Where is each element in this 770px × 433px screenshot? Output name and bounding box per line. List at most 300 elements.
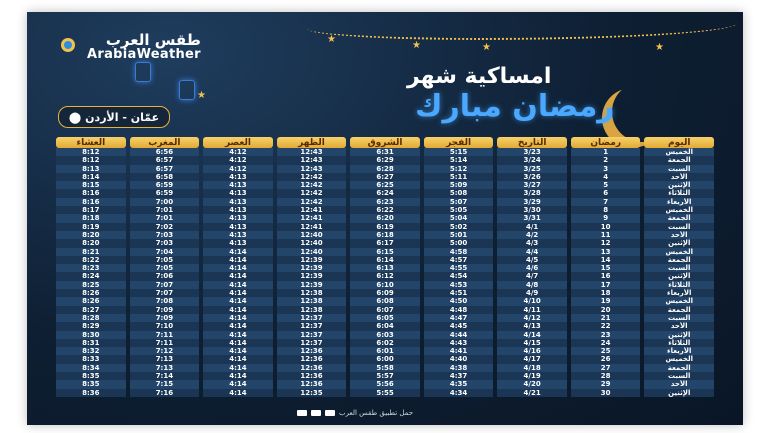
table-cell: 3/23	[497, 148, 567, 156]
table-cell: 7:15	[130, 380, 200, 388]
table-cell: 12:36	[277, 364, 347, 372]
table-cell: الثلاثاء	[644, 339, 714, 347]
table-cell: الجمعة	[644, 364, 714, 372]
lantern-icon	[179, 80, 195, 100]
table-cell: 6:19	[350, 223, 420, 231]
table-cell: 6:18	[350, 231, 420, 239]
table-row	[56, 165, 714, 173]
table-cell: 4/17	[497, 355, 567, 363]
lantern-icon	[135, 62, 151, 82]
table-cell: 15	[571, 264, 641, 272]
table-row	[56, 314, 714, 322]
table-cell: 8:24	[56, 272, 126, 280]
table-cell: 10	[571, 223, 641, 231]
table-cell: 12:41	[277, 214, 347, 222]
table-cell: 4:14	[203, 264, 273, 272]
table-cell: 20	[571, 306, 641, 314]
table-cell: 4/7	[497, 272, 567, 280]
table-cell: 4/6	[497, 264, 567, 272]
table-cell: 30	[571, 389, 641, 397]
table-cell: 4:14	[203, 355, 273, 363]
table-cell: 6:25	[350, 181, 420, 189]
table-cell: 6:02	[350, 339, 420, 347]
table-cell: الإثنين	[644, 239, 714, 247]
table-cell: 7:11	[130, 331, 200, 339]
table-cell: 12:43	[277, 148, 347, 156]
table-cell: 8:12	[56, 148, 126, 156]
table-cell: 12:42	[277, 198, 347, 206]
table-cell: 4/1	[497, 223, 567, 231]
table-cell: 12:39	[277, 256, 347, 264]
table-cell: 5:14	[424, 156, 494, 164]
poster	[27, 12, 743, 425]
table-cell: 8:35	[56, 372, 126, 380]
table-cell: 4:14	[203, 281, 273, 289]
table-cell: 12:37	[277, 339, 347, 347]
table-cell: 6:58	[130, 173, 200, 181]
table-cell: 6:24	[350, 189, 420, 197]
table-cell: 12:38	[277, 289, 347, 297]
table-cell: 4:37	[424, 372, 494, 380]
table-cell: الخميس	[644, 206, 714, 214]
table-cell: 4/12	[497, 314, 567, 322]
table-cell: 6:59	[130, 189, 200, 197]
table-row	[56, 256, 714, 264]
table-cell: 4/20	[497, 380, 567, 388]
table-cell: 4:13	[203, 239, 273, 247]
table-cell: 7:03	[130, 231, 200, 239]
table-cell: 9	[571, 214, 641, 222]
table-cell: 6:31	[350, 148, 420, 156]
table-row	[56, 181, 714, 189]
table-cell: 7:00	[130, 198, 200, 206]
table-cell: 8:20	[56, 231, 126, 239]
table-cell: 6:12	[350, 272, 420, 280]
table-cell: 4:12	[203, 165, 273, 173]
table-cell: 7:14	[130, 372, 200, 380]
table-cell: 6:00	[350, 355, 420, 363]
table-cell: 12	[571, 239, 641, 247]
table-header-row	[56, 137, 714, 148]
table-cell: 12:40	[277, 231, 347, 239]
table-cell: 5:15	[424, 148, 494, 156]
table-row	[56, 148, 714, 156]
table-cell: 5	[571, 181, 641, 189]
table-cell: 28	[571, 372, 641, 380]
table-cell: 8	[571, 206, 641, 214]
table-cell: 24	[571, 339, 641, 347]
table-cell: 5:00	[424, 239, 494, 247]
table-cell: 6:29	[350, 156, 420, 164]
table-cell: 4:50	[424, 297, 494, 305]
table-cell: 5:56	[350, 380, 420, 388]
table-cell: 12:39	[277, 264, 347, 272]
table-cell: 16	[571, 272, 641, 280]
brand-name-en: ArabiaWeather	[87, 47, 201, 62]
crescent-moon-icon	[612, 82, 672, 142]
table-cell: 13	[571, 248, 641, 256]
table-cell: 12:36	[277, 372, 347, 380]
table-cell: 4:13	[203, 198, 273, 206]
star-icon: ★	[197, 90, 206, 101]
table-cell: 12:37	[277, 322, 347, 330]
table-cell: 6:56	[130, 148, 200, 156]
table-cell: 8:22	[56, 256, 126, 264]
table-cell: 8:19	[56, 223, 126, 231]
table-cell: 8:34	[56, 364, 126, 372]
table-cell: 4:14	[203, 322, 273, 330]
table-row	[56, 173, 714, 181]
table-cell: 12:39	[277, 281, 347, 289]
table-cell: الجمعة	[644, 214, 714, 222]
table-cell: 7:12	[130, 347, 200, 355]
table-cell: 8:35	[56, 380, 126, 388]
table-cell: 6:09	[350, 289, 420, 297]
location-badge	[58, 106, 170, 128]
footer	[297, 409, 413, 417]
table-cell: 5:08	[424, 189, 494, 197]
column-header: الفجر	[424, 137, 494, 148]
table-cell: 5:01	[424, 231, 494, 239]
table-cell: الثلاثاء	[644, 281, 714, 289]
table-cell: 7:05	[130, 256, 200, 264]
table-row	[56, 372, 714, 380]
table-cell: الإثنين	[644, 389, 714, 397]
table-cell: 4:14	[203, 248, 273, 256]
table-cell: 7:07	[130, 281, 200, 289]
table-cell: 25	[571, 347, 641, 355]
table-cell: 3	[571, 165, 641, 173]
table-cell: 12:43	[277, 165, 347, 173]
table-cell: 29	[571, 380, 641, 388]
column-header: الظهر	[277, 137, 347, 148]
table-cell: 6:15	[350, 248, 420, 256]
table-cell: 12:40	[277, 248, 347, 256]
table-row	[56, 156, 714, 164]
table-cell: 6:28	[350, 165, 420, 173]
table-cell: 8:26	[56, 289, 126, 297]
table-cell: 12:42	[277, 189, 347, 197]
table-cell: 12:40	[277, 239, 347, 247]
table-cell: الجمعة	[644, 306, 714, 314]
table-row	[56, 355, 714, 363]
table-cell: 26	[571, 355, 641, 363]
table-cell: 8:29	[56, 322, 126, 330]
table-cell: 4/2	[497, 231, 567, 239]
table-cell: 3/26	[497, 173, 567, 181]
arabiaweather-logo-icon	[57, 34, 79, 56]
table-cell: 4:55	[424, 264, 494, 272]
table-row	[56, 281, 714, 289]
table-row	[56, 189, 714, 197]
table-cell: 12:35	[277, 389, 347, 397]
table-cell: 4/16	[497, 347, 567, 355]
table-cell: 7:11	[130, 339, 200, 347]
table-cell: 5:12	[424, 165, 494, 173]
table-cell: الأحد	[644, 380, 714, 388]
table-cell: 17	[571, 281, 641, 289]
table-cell: 3/28	[497, 189, 567, 197]
table-cell: 4:14	[203, 256, 273, 264]
table-cell: 8:16	[56, 189, 126, 197]
table-row	[56, 389, 714, 397]
google-play-icon[interactable]	[311, 410, 321, 416]
table-cell: 18	[571, 289, 641, 297]
table-cell: 6:23	[350, 198, 420, 206]
table-cell: 3/24	[497, 156, 567, 164]
table-cell: 6:14	[350, 256, 420, 264]
table-cell: 6:27	[350, 173, 420, 181]
table-cell: 6:20	[350, 214, 420, 222]
table-cell: 4:14	[203, 272, 273, 280]
table-cell: 19	[571, 297, 641, 305]
table-cell: 7:06	[130, 272, 200, 280]
table-cell: 4	[571, 173, 641, 181]
table-cell: 4:14	[203, 339, 273, 347]
table-cell: 6:08	[350, 297, 420, 305]
table-cell: 4:57	[424, 256, 494, 264]
table-cell: 22	[571, 322, 641, 330]
table-cell: 4:14	[203, 389, 273, 397]
table-cell: 7:05	[130, 264, 200, 272]
table-cell: 4:12	[203, 156, 273, 164]
page-title: امساكية شهر	[407, 64, 552, 89]
table-cell: السبت	[644, 264, 714, 272]
table-cell: 12:37	[277, 331, 347, 339]
star-icon: ★	[482, 42, 491, 53]
table-row	[56, 289, 714, 297]
footer-label: حمل تطبيق طقس العرب	[339, 409, 414, 417]
table-cell: 4:14	[203, 314, 273, 322]
table-cell: 5:05	[424, 206, 494, 214]
table-cell: 12:42	[277, 173, 347, 181]
table-cell: 4/14	[497, 331, 567, 339]
table-cell: الأحد	[644, 231, 714, 239]
column-header: العشاء	[56, 137, 126, 148]
table-cell: 4/11	[497, 306, 567, 314]
table-cell: 8:23	[56, 264, 126, 272]
table-cell: 4/18	[497, 364, 567, 372]
table-cell: 8:15	[56, 181, 126, 189]
brand-name-ar: طقس العرب	[105, 31, 201, 49]
table-cell: الأربعاء	[644, 198, 714, 206]
table-cell: 4:51	[424, 289, 494, 297]
table-cell: 4:40	[424, 355, 494, 363]
column-header: اليوم	[644, 137, 714, 148]
table-cell: 27	[571, 364, 641, 372]
table-cell: 7:10	[130, 322, 200, 330]
table-cell: 4:13	[203, 206, 273, 214]
table-row	[56, 322, 714, 330]
table-cell: 8:30	[56, 331, 126, 339]
table-cell: 4:14	[203, 372, 273, 380]
table-cell: 4/19	[497, 372, 567, 380]
table-cell: 6:22	[350, 206, 420, 214]
table-cell: 4/21	[497, 389, 567, 397]
table-cell: 4/15	[497, 339, 567, 347]
table-cell: 11	[571, 231, 641, 239]
table-cell: 12:38	[277, 306, 347, 314]
table-cell: 4:34	[424, 389, 494, 397]
star-icon: ★	[327, 34, 336, 45]
table-cell: 6:57	[130, 156, 200, 164]
table-cell: 6:17	[350, 239, 420, 247]
imsakiya-table	[52, 137, 718, 397]
table-cell: 8:12	[56, 156, 126, 164]
table-cell: الخميس	[644, 248, 714, 256]
table-cell: 5:55	[350, 389, 420, 397]
table-cell: 7:01	[130, 206, 200, 214]
table-cell: 7:09	[130, 306, 200, 314]
table-cell: 7:08	[130, 297, 200, 305]
column-header: العصر	[203, 137, 273, 148]
table-cell: 7:07	[130, 289, 200, 297]
table-cell: 6:57	[130, 165, 200, 173]
table-cell: 21	[571, 314, 641, 322]
brand	[87, 32, 201, 62]
table-cell: 3/31	[497, 214, 567, 222]
table-row	[56, 380, 714, 388]
table-cell: السبت	[644, 223, 714, 231]
table-cell: 5:04	[424, 214, 494, 222]
table-cell: 8:27	[56, 306, 126, 314]
table-cell: 1	[571, 148, 641, 156]
table-cell: 7:13	[130, 364, 200, 372]
table-cell: 12:42	[277, 181, 347, 189]
table-row	[56, 198, 714, 206]
table-cell: الإثنين	[644, 272, 714, 280]
map-pin-icon: ⬤	[68, 110, 82, 124]
table-cell: الأربعاء	[644, 289, 714, 297]
table-row	[56, 364, 714, 372]
table-cell: 4:43	[424, 339, 494, 347]
table-cell: 6:59	[130, 181, 200, 189]
table-cell: الإثنين	[644, 331, 714, 339]
table-cell: 4:45	[424, 322, 494, 330]
table-cell: 4:13	[203, 214, 273, 222]
table-cell: 3/30	[497, 206, 567, 214]
table-cell: 8:26	[56, 297, 126, 305]
table-row	[56, 231, 714, 239]
table-cell: الجمعة	[644, 156, 714, 164]
table-cell: 12:39	[277, 272, 347, 280]
table-cell: 4:14	[203, 364, 273, 372]
table-cell: 5:58	[350, 364, 420, 372]
table-cell: 8:16	[56, 198, 126, 206]
table-row	[56, 331, 714, 339]
table-cell: 7:09	[130, 314, 200, 322]
table-cell: 4:53	[424, 281, 494, 289]
table-cell: 3/29	[497, 198, 567, 206]
table-cell: الثلاثاء	[644, 189, 714, 197]
lights-garland	[307, 12, 737, 40]
table-cell: 3/25	[497, 165, 567, 173]
table-cell: 23	[571, 331, 641, 339]
table-cell: 4:58	[424, 248, 494, 256]
table-cell: 4:41	[424, 347, 494, 355]
table-cell: 6:01	[350, 347, 420, 355]
table-cell: 4:14	[203, 380, 273, 388]
table-cell: 7	[571, 198, 641, 206]
table-cell: 4:38	[424, 364, 494, 372]
table-cell: 14	[571, 256, 641, 264]
table-cell: 4/10	[497, 297, 567, 305]
table-cell: 5:57	[350, 372, 420, 380]
table-cell: 4:13	[203, 189, 273, 197]
table-cell: 7:13	[130, 355, 200, 363]
table-cell: السبت	[644, 314, 714, 322]
table-cell: الإثنين	[644, 181, 714, 189]
table-cell: 4/13	[497, 322, 567, 330]
table-cell: الجمعة	[644, 256, 714, 264]
ramadan-kareem-art: رمضان مبارك	[415, 89, 615, 124]
table-row	[56, 297, 714, 305]
huawei-appgallery-icon[interactable]	[297, 410, 307, 416]
column-header: التاريخ	[497, 137, 567, 148]
table-cell: 4/5	[497, 256, 567, 264]
table-cell: 8:14	[56, 173, 126, 181]
table-cell: 6:07	[350, 306, 420, 314]
table-cell: 4:47	[424, 314, 494, 322]
table-row	[56, 248, 714, 256]
table-cell: 6:04	[350, 322, 420, 330]
table-cell: 4:14	[203, 347, 273, 355]
table-cell: 6:10	[350, 281, 420, 289]
table-cell: 12:38	[277, 297, 347, 305]
table-cell: 6:03	[350, 331, 420, 339]
table-cell: 12:37	[277, 314, 347, 322]
table-cell: 7:04	[130, 248, 200, 256]
table-cell: 4:12	[203, 148, 273, 156]
column-header: الشروق	[350, 137, 420, 148]
table-cell: 4:14	[203, 331, 273, 339]
table-cell: 4:13	[203, 173, 273, 181]
table-body	[56, 148, 714, 397]
table-cell: الأحد	[644, 173, 714, 181]
table-cell: 12:36	[277, 355, 347, 363]
table-row	[56, 223, 714, 231]
column-header: رمضان	[571, 137, 641, 148]
table-cell: 4:14	[203, 289, 273, 297]
table-cell: 4:54	[424, 272, 494, 280]
table-cell: 5:07	[424, 198, 494, 206]
table-cell: 8:21	[56, 248, 126, 256]
table-cell: 8:32	[56, 347, 126, 355]
table-cell: 8:31	[56, 339, 126, 347]
table-cell: 12:43	[277, 156, 347, 164]
table-cell: 6:05	[350, 314, 420, 322]
table-cell: 2	[571, 156, 641, 164]
table-cell: 4/3	[497, 239, 567, 247]
app-store-icon[interactable]	[325, 410, 335, 416]
table-cell: 4:13	[203, 181, 273, 189]
table-cell: السبت	[644, 165, 714, 173]
table-cell: 5:02	[424, 223, 494, 231]
table-cell: الأربعاء	[644, 347, 714, 355]
table-row	[56, 306, 714, 314]
table-cell: 12:41	[277, 223, 347, 231]
table-cell: 4:14	[203, 297, 273, 305]
star-icon: ★	[655, 42, 664, 53]
table-row	[56, 347, 714, 355]
table-cell: 5:09	[424, 181, 494, 189]
table-cell: 8:25	[56, 281, 126, 289]
table-cell: 12:36	[277, 380, 347, 388]
table-cell: 8:33	[56, 355, 126, 363]
table-cell: 5:11	[424, 173, 494, 181]
table-cell: 12:41	[277, 206, 347, 214]
table-row	[56, 206, 714, 214]
